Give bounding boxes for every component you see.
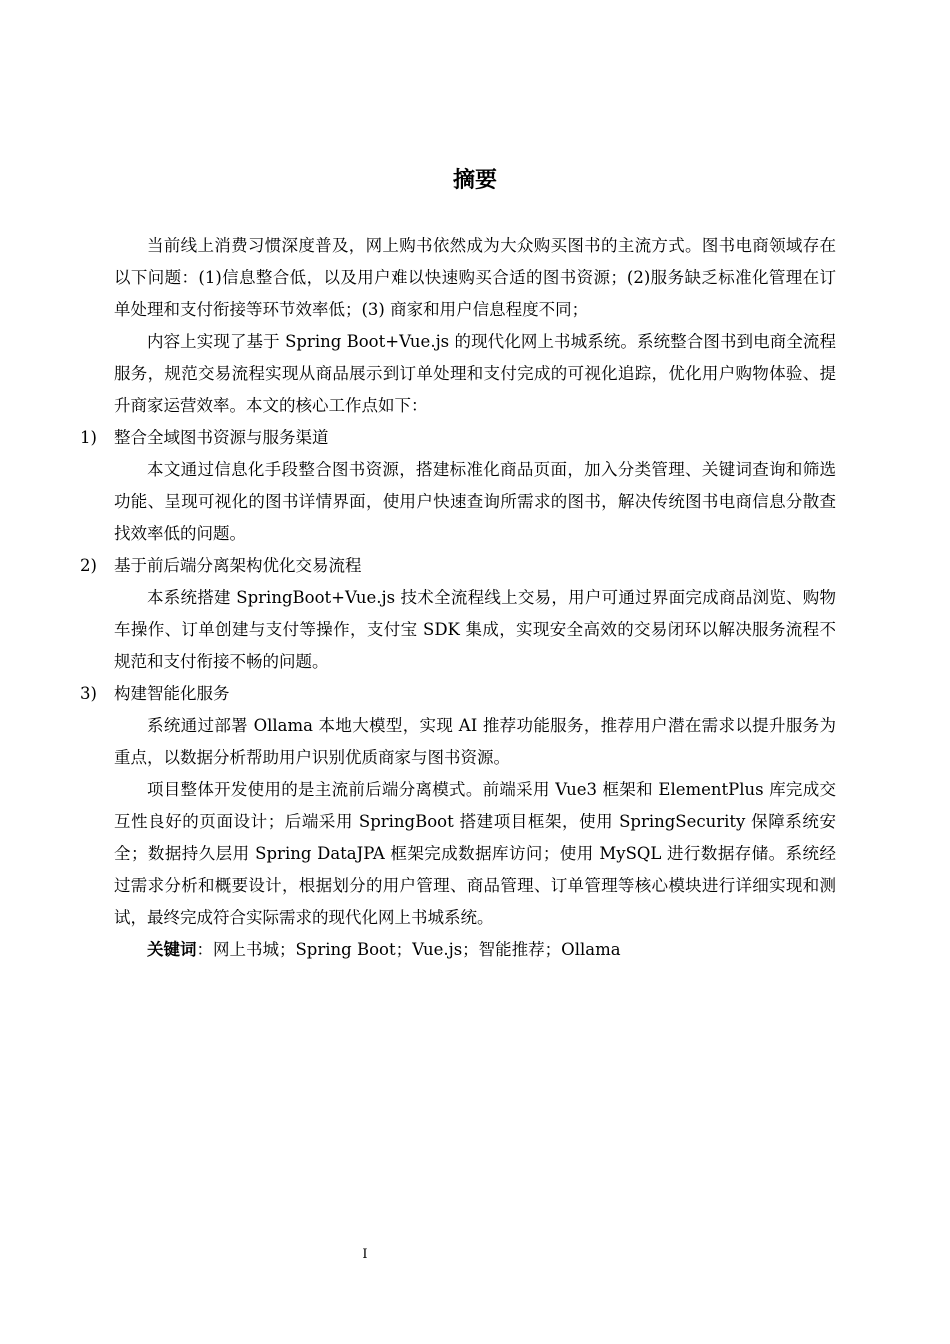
paragraph-overview: 内容上实现了基于 Spring Boot+Vue.js 的现代化网上书城系统。系统整合图书到电商全流程服务，规范交易流程实现从商品展示到订单处理和支付完成的可视化追踪，优化用户购物体验、提升商家运营效率。本文的核心工作点如下： [114, 332, 836, 415]
page-number: I [362, 1247, 368, 1262]
list-heading-text-3: 构建智能化服务 [114, 684, 230, 703]
paragraph-intro: 当前线上消费习惯深度普及，网上购书依然成为大众购买图书的主流方式。图书电商领域存在以下问题：(1)信息整合低，以及用户难以快速购买合适的图书资源；(2)服务缺乏标准化管理在订单处理和支付衔接等环节效率低；(3) 商家和用户信息程度不同； [114, 236, 836, 319]
list-item-1 [80, 422, 836, 550]
list-heading-2 [80, 550, 836, 582]
list-number-1: 1) [80, 428, 97, 447]
list-item-2 [80, 550, 836, 678]
list-heading-text-2: 基于前后端分离架构优化交易流程 [114, 556, 362, 575]
abstract-body [80, 230, 836, 966]
keywords-label: 关键词 [147, 940, 197, 959]
list-item-3 [80, 678, 836, 774]
list-heading-text-1: 整合全域图书资源与服务渠道 [114, 428, 329, 447]
list-heading-1 [80, 422, 836, 454]
keywords-text: ：网上书城；Spring Boot；Vue.js；智能推荐；Ollama [196, 940, 621, 959]
paragraph-implementation: 项目整体开发使用的是主流前后端分离模式。前端采用 Vue3 框架和 ElementPlus 库完成交互性良好的页面设计；后端采用 SpringBoot 搭建项目框架，使用 SpringSecurity 保障系统安全；数据持久层用 Spring DataJPA 框架完成数据库访问；使用 MySQL 进行数据存储。系统经过需求分析和概要设计，根据划分的用户管理、商品管理、订单管理等核心模块进行详细实现和测试，最终完成符合实际需求的现代化网上书城系统。 [114, 780, 836, 927]
list-number-2: 2) [80, 556, 97, 575]
keywords-line [114, 934, 836, 966]
page-title: 摘要 [452, 168, 497, 193]
list-body-1: 本文通过信息化手段整合图书资源，搭建标准化商品页面，加入分类管理、关键词查询和筛选功能、呈现可视化的图书详情界面，使用户快速查询所需求的图书，解决传统图书电商信息分散查找效率低的问题。 [114, 460, 836, 543]
list-body-3: 系统通过部署 Ollama 本地大模型，实现 AI 推荐功能服务，推荐用户潜在需求以提升服务为重点，以数据分析帮助用户识别优质商家与图书资源。 [114, 716, 836, 767]
list-body-2: 本系统搭建 SpringBoot+Vue.js 技术全流程线上交易，用户可通过界面完成商品浏览、购物车操作、订单创建与支付等操作，支付宝 SDK 集成，实现安全高效的交易闭环以解决服务流程不规范和支付衔接不畅的问题。 [114, 588, 836, 671]
list-number-3: 3) [80, 684, 97, 703]
list-heading-3 [80, 678, 836, 710]
